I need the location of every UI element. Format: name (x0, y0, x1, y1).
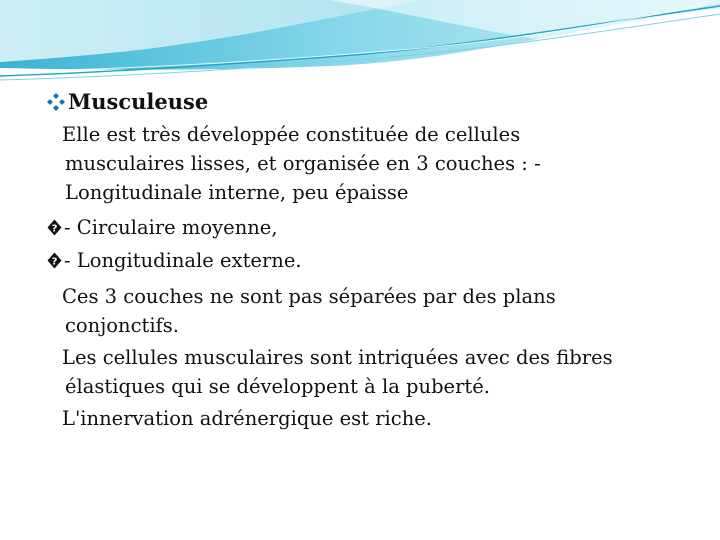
paragraph-line: L'innervation adrénergique est riche. (62, 407, 432, 430)
paragraph-line: Elle est très développée constituée de cellules (62, 123, 521, 146)
paragraph-line: élastiques qui se développent à la puberté. (65, 375, 490, 398)
paragraph-connective (62, 282, 702, 340)
svg-text:?: ? (51, 223, 58, 235)
sub-item-longitudinal (47, 246, 302, 275)
paragraph-line: Les cellules musculaires sont intriquées avec des fibres (62, 346, 613, 369)
four-diamond-bullet-icon (47, 93, 65, 111)
sub-item-text: - Longitudinale externe. (64, 249, 302, 272)
header-wave-decoration (0, 0, 720, 90)
sub-item-circular (47, 213, 278, 242)
paragraph-elastic-fibres (62, 343, 702, 401)
replacement-character-icon (47, 252, 62, 269)
paragraph-line: Longitudinale interne, peu épaisse (65, 181, 409, 204)
paragraph-layers (62, 120, 702, 207)
sub-item-text: - Circulaire moyenne, (64, 216, 278, 239)
section-heading (47, 88, 208, 116)
svg-text:?: ? (51, 256, 58, 268)
replacement-character-icon (47, 219, 62, 236)
paragraph-line: conjonctifs. (65, 314, 179, 337)
paragraph-innervation (62, 404, 702, 433)
paragraph-line: Ces 3 couches ne sont pas séparées par des plans (62, 285, 556, 308)
paragraph-line: musculaires lisses, et organisée en 3 couches : - (65, 152, 541, 175)
heading-text: Musculeuse (68, 89, 209, 114)
